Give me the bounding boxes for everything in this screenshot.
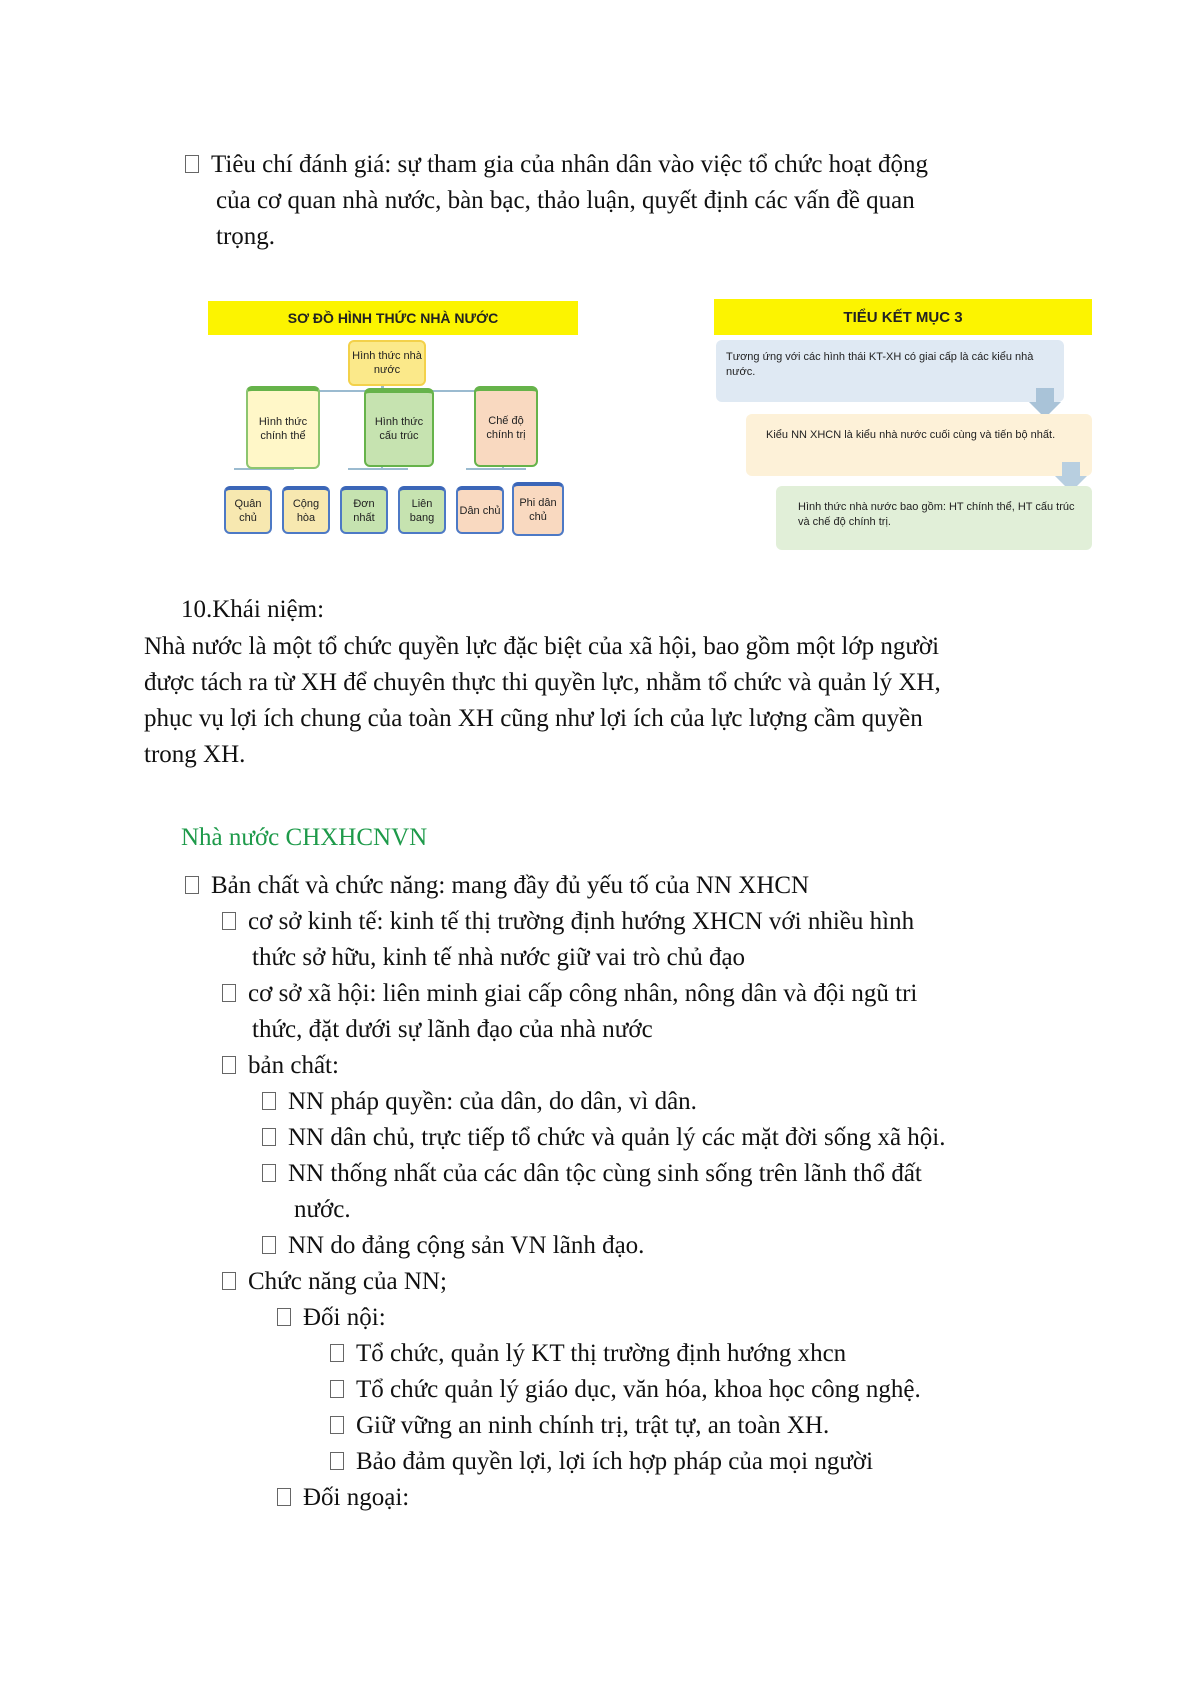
intro-bullet-line-2: của cơ quan nhà nước, bàn bạc, thảo luận, quyết định các vấn đề quan (216, 187, 915, 214)
state-item: Chức năng của NN; (222, 1264, 447, 1300)
concept-line-3: phục vụ lợi ích chung của toàn XH cũng như lợi ích của lực lượng cầm quyền (144, 705, 923, 732)
checkbox-bullet-icon (262, 1128, 276, 1146)
state-item-cont: thức, đặt dưới sự lãnh đạo của nhà nước (252, 1016, 653, 1043)
leaf-node: Dân chủ (456, 486, 504, 534)
down-arrow-icon (1036, 388, 1054, 402)
state-item: Giữ vững an ninh chính trị, trật tự, an toàn XH. (330, 1408, 829, 1444)
summary-step-1: Tương ứng với các hình thái KT-XH có giai cấp là các kiểu nhà nước. (716, 340, 1064, 402)
state-form-diagram (206, 300, 580, 540)
state-item: Bảo đảm quyền lợi, lợi ích hợp pháp của mọi người (330, 1444, 873, 1480)
state-item: Đối ngoại: (277, 1480, 409, 1516)
intro-text-1: Tiêu chí đánh giá: sự tham gia của nhân dân vào việc tổ chức hoạt động (211, 151, 928, 178)
state-item: cơ sở kinh tế: kinh tế thị trường định hướng XHCN với nhiều hình (222, 904, 914, 940)
checkbox-bullet-icon (330, 1452, 344, 1470)
checkbox-bullet-icon (222, 1056, 236, 1074)
checkbox-bullet-icon (277, 1488, 291, 1506)
summary-diagram-title: TIỂU KẾT MỤC 3 (714, 299, 1092, 335)
intro-bullet-line-3: trọng. (216, 223, 276, 250)
checkbox-bullet-icon (277, 1308, 291, 1326)
concept-line-1: Nhà nước là một tổ chức quyền lực đặc biệt của xã hội, bao gồm một lớp người (144, 633, 940, 660)
branch-node: Hình thức chính thể (246, 386, 320, 469)
checkbox-bullet-icon (330, 1416, 344, 1434)
state-item: NN thống nhất của các dân tộc cùng sinh sống trên lãnh thổ đất (262, 1156, 922, 1192)
leaf-node: Đơn nhất (340, 486, 388, 534)
state-item: NN pháp quyền: của dân, do dân, vì dân. (262, 1084, 697, 1120)
branch-node: Hình thức cấu trúc (364, 388, 434, 467)
leaf-node: Phi dân chủ (512, 482, 564, 536)
leaf-node: Cộng hòa (282, 486, 330, 534)
checkbox-bullet-icon (185, 155, 199, 173)
connector (348, 468, 408, 470)
summary-step-3: Hình thức nhà nước bao gồm: HT chính thể, HT cấu trúc và chế độ chính trị. (776, 486, 1092, 550)
checkbox-bullet-icon (262, 1236, 276, 1254)
state-item: Tổ chức, quản lý KT thị trường định hướng xhcn (330, 1336, 846, 1372)
concept-line-4: trong XH. (144, 741, 246, 768)
state-item: Tổ chức quản lý giáo dục, văn hóa, khoa học công nghệ. (330, 1372, 921, 1408)
checkbox-bullet-icon (222, 984, 236, 1002)
checkbox-bullet-icon (222, 912, 236, 930)
checkbox-bullet-icon (185, 876, 199, 894)
checkbox-bullet-icon (262, 1164, 276, 1182)
state-item-cont: nước. (294, 1196, 351, 1223)
state-item: Bản chất và chức năng: mang đầy đủ yếu tố của NN XHCN (185, 868, 809, 904)
checkbox-bullet-icon (330, 1344, 344, 1362)
state-item: NN do đảng cộng sản VN lãnh đạo. (262, 1228, 644, 1264)
intro-bullet-line-1 (185, 147, 928, 183)
concept-heading: 10.Khái niệm: (181, 596, 325, 623)
checkbox-bullet-icon (222, 1272, 236, 1290)
state-form-diagram-title: SƠ ĐỒ HÌNH THỨC NHÀ NƯỚC (208, 301, 578, 335)
state-item: bản chất: (222, 1048, 339, 1084)
summary-step-2: Kiểu NN XHCN là kiểu nhà nước cuối cùng và tiến bộ nhất. (746, 414, 1092, 476)
state-item-cont: thức sở hữu, kinh tế nhà nước giữ vai trò chủ đạo (252, 944, 746, 971)
connector (466, 468, 526, 470)
summary-diagram (714, 298, 1092, 556)
state-item: Đối nội: (277, 1300, 386, 1336)
checkbox-bullet-icon (330, 1380, 344, 1398)
leaf-node: Liên bang (398, 486, 446, 534)
checkbox-bullet-icon (262, 1092, 276, 1110)
root-node: Hình thức nhà nước (348, 340, 426, 386)
down-arrow-icon (1062, 462, 1080, 476)
state-item: NN dân chủ, trực tiếp tổ chức và quản lý các mặt đời sống xã hội. (262, 1120, 946, 1156)
state-item: cơ sở xã hội: liên minh giai cấp công nhân, nông dân và đội ngũ tri (222, 976, 917, 1012)
branch-node: Chế độ chính trị (474, 386, 538, 467)
concept-line-2: được tách ra từ XH để chuyên thực thi quyền lực, nhằm tổ chức và quản lý XH, (144, 669, 941, 696)
state-heading: Nhà nước CHXHCNVN (181, 824, 428, 851)
leaf-node: Quân chủ (224, 486, 272, 534)
